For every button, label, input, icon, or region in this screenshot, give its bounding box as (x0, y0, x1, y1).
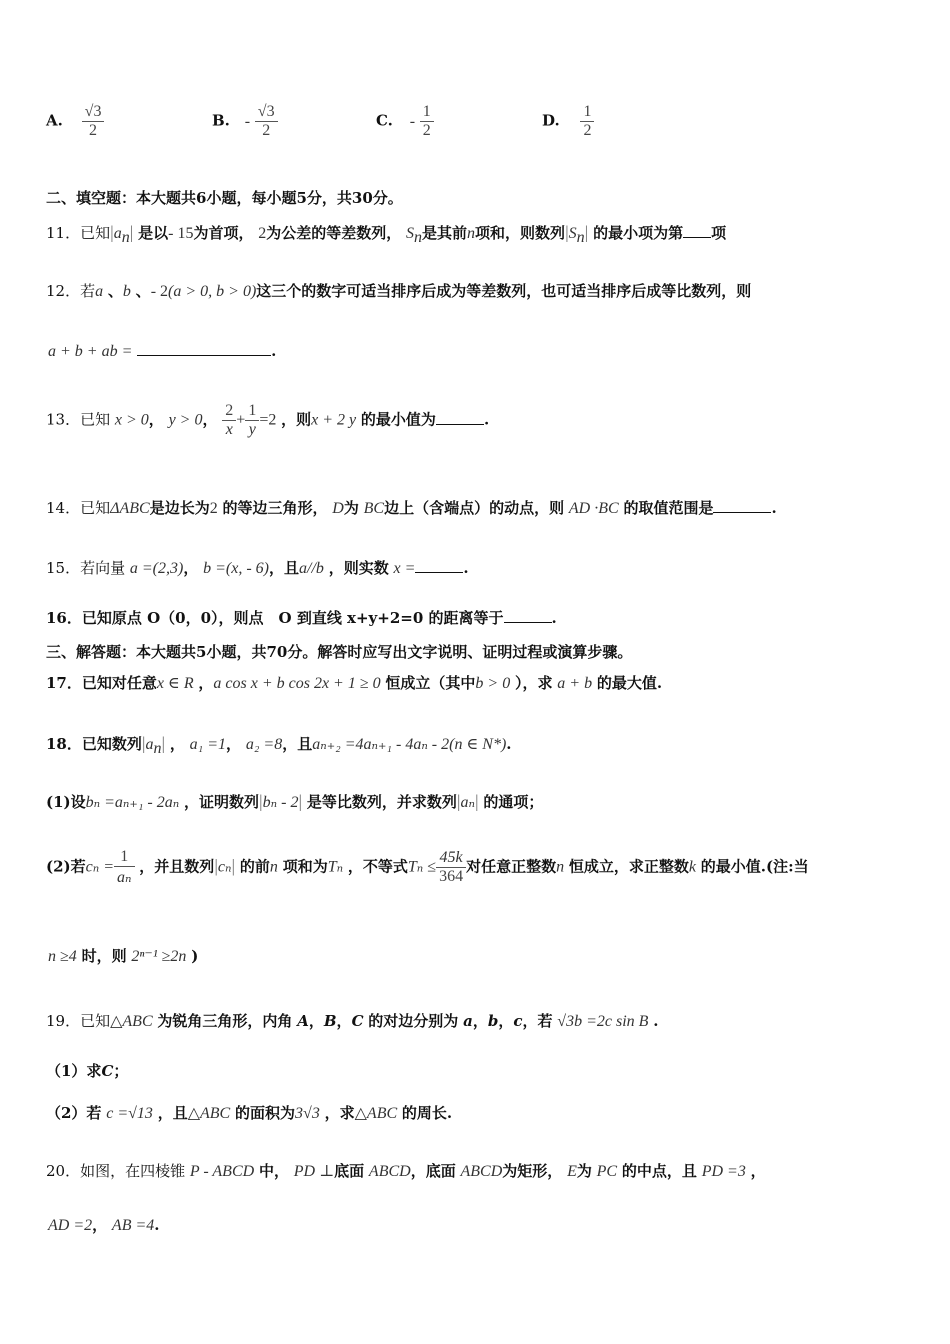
q18p2-c: cₙ = (85, 858, 115, 876)
question-12-line2: a + b + ab = . (48, 342, 277, 360)
question-14: 14．已知ΔABC是边长为2 的等边三角形， D为 BC边上（含端点）的动点，则 AD ·BC 的取值范围是 . (46, 499, 777, 517)
q13-eq: =2 (259, 411, 277, 429)
q11-s2-sub: n (576, 229, 585, 246)
q19-b: b (487, 1012, 499, 1030)
q19p1-text: （1）求 (46, 1062, 102, 1080)
q12-sep2: 、 (135, 282, 151, 300)
q18p2-cn: 1 (114, 848, 134, 867)
question-20 (46, 1160, 766, 1181)
choice-d (542, 103, 594, 140)
section-2-heading: 二、填空题：本大题共6小题，每小题5分，共30分。 (46, 189, 403, 207)
q20-PC: PC (596, 1163, 618, 1180)
q18p2-t6: 恒成立，求正整数 (568, 857, 689, 876)
question-15: 15．若向量 a =(2,3)， b =(x, - 6)，且a//b ，则实数 x = . (46, 559, 469, 577)
q19-tri: △ABC (110, 1013, 153, 1030)
q11-t5: 项和，则数列 (475, 224, 566, 242)
q18-a: a (145, 736, 154, 753)
q15-t1: ，且 (269, 559, 300, 577)
choice-c-label: C. (376, 111, 393, 130)
q13-f1n: 2 (222, 402, 236, 421)
q18p2-kfrac (436, 849, 466, 886)
q12-expr2: a + b + ab = (48, 343, 133, 360)
q13-sep2: ， (202, 410, 218, 429)
q18p2-ineq: 2ⁿ⁻¹ ≥2n (131, 948, 187, 965)
q18p2-cd: aₙ (117, 869, 132, 886)
q17-x: x ∈ R (156, 675, 194, 692)
choice-c-sign: - (409, 112, 416, 130)
q18p1-num: (1)设 (46, 793, 86, 811)
question-16: 16．已知原点 O（0，0），则点 O 到直线 x+y+2=0 的距离等于 . (46, 609, 557, 627)
choice-d-den: 2 (583, 122, 592, 139)
q11-n: n (467, 225, 476, 242)
q14-blank[interactable] (713, 512, 771, 513)
q11-t7: 项 (711, 224, 727, 242)
q18p1-bdef: bₙ =aₙ₊₁ - 2aₙ (85, 794, 180, 811)
q12-b: b (122, 283, 131, 300)
q14-t4: 边上（含端点）的动点，则 (384, 499, 565, 517)
question-11: 11．已知$|a_n|$ 是以- 15为首项， 2为公差的等差数列， $S_n$是其前n项和，则数列$|S_n|$ 的最小项为第 项 (46, 222, 727, 246)
q20-base: ABCD (368, 1163, 411, 1180)
q17-ab: a + b (557, 675, 593, 692)
q18p1-aseq: aₙ (460, 794, 475, 811)
q11-t4: 是其前 (422, 224, 468, 242)
choice-b-num: √3 (255, 103, 278, 122)
q20-pyr: P - ABCD (189, 1163, 255, 1180)
q20-perp: PD ⊥ (293, 1163, 335, 1180)
q18p2-T: Tₙ (327, 858, 344, 876)
q17-t3: 的最大值. (596, 674, 663, 692)
q19p2-t4: 的周长. (401, 1104, 453, 1122)
q18-rec: aₙ₊₂ =4aₙ₊₁ - 4aₙ - 2(n ∈ N*) (312, 736, 507, 753)
question-17: 17．已知对任意x ∈ R ，a cos x + b cos 2x + 1 ≥ 0 恒成立（其中b > 0 ），求 a + b 的最大值. (46, 674, 663, 692)
question-19-part-2 (46, 1102, 452, 1123)
q18p2-cond: n ≥4 (48, 948, 77, 965)
q18p2-t3: 项和为 (282, 857, 328, 876)
q20-t1: 中， (258, 1162, 289, 1180)
q14-BC: BC (363, 500, 385, 517)
q14-t5: 的取值范围是 (623, 499, 714, 517)
q18p2-t4: ，不等式 (347, 857, 408, 876)
q11-d: 2 (258, 225, 267, 242)
q11-sub: n (121, 229, 130, 246)
choice-a-fraction (82, 103, 105, 140)
q19p2-num: （2）若 (46, 1104, 102, 1122)
q13-t1: ，则 (281, 410, 312, 429)
q12-t1: 这三个的数字可适当排序后成为等差数列，也可适当排序后成等比数列，则 (256, 282, 752, 300)
question-19 (46, 1010, 658, 1031)
question-12 (46, 280, 751, 301)
q18p2-t2: 的前 (239, 857, 270, 876)
q17-ineq: a cos x + b cos 2x + 1 ≥ 0 (213, 675, 381, 692)
q18-t1: ， (169, 735, 185, 753)
q19-eq: √3b =2c sin B (557, 1013, 649, 1030)
choice-a-den: 2 (89, 122, 98, 139)
q13-f2d: y (248, 421, 256, 438)
q19-end: . (653, 1012, 659, 1030)
choice-d-fraction (580, 103, 594, 140)
choice-b-label: B. (212, 111, 230, 130)
q20-pd: PD =3 (701, 1163, 746, 1180)
q14-dot: AD ·BC (568, 500, 619, 517)
q17-cond: b > 0 (475, 675, 511, 692)
q18p2-fn: 45k (436, 849, 466, 868)
q11-blank[interactable] (683, 237, 711, 238)
q13-num: 13．已知 (46, 410, 111, 429)
q19p2-t1: ，且 (157, 1104, 188, 1122)
question-20-line2 (48, 1214, 160, 1235)
choice-a-num: √3 (82, 103, 105, 122)
q15-t2: ，则实数 (328, 559, 389, 577)
choice-c-num: 1 (420, 103, 434, 122)
choice-b (212, 103, 278, 140)
q19p2-tri: △ABC (187, 1105, 231, 1122)
q18-a1: a₁ =1 (189, 736, 227, 753)
q13-blank[interactable] (436, 424, 484, 425)
q19-s3: ， (472, 1012, 488, 1030)
q18p2-T2: Tₙ ≤ (407, 858, 437, 876)
q20-t6: 的中点，且 (621, 1162, 697, 1180)
choice-a (46, 103, 104, 140)
q11-s2: S (568, 225, 577, 242)
q19-B: B (323, 1012, 337, 1030)
q11-t6: 的最小项为第 (593, 224, 684, 242)
q19-s2: ， (336, 1012, 352, 1030)
q18p2-n2: n (556, 858, 565, 876)
q20-E: E (567, 1163, 577, 1180)
q13-f2n: 1 (245, 402, 259, 421)
choice-b-den: 2 (262, 122, 271, 139)
q18p2-t1: ，并且数列 (139, 857, 215, 876)
q15-av: a =(2,3) (129, 560, 184, 577)
q12-cond: (a > 0, b > 0) (168, 283, 257, 300)
q19-t1: 为锐角三角形，内角 (157, 1012, 293, 1030)
q18p1-t3: 的通项； (483, 793, 544, 811)
q18-t2: ，且 (282, 735, 313, 753)
q19-C: C (351, 1012, 364, 1030)
q19-A: A (297, 1012, 309, 1030)
choice-b-fraction (255, 103, 278, 140)
q19p2-c: c =√13 (106, 1105, 153, 1122)
q18p2-num: (2)若 (46, 857, 86, 876)
q13-frac1 (222, 402, 236, 439)
q14-D: D (332, 500, 344, 517)
choice-d-num: 1 (580, 103, 594, 122)
q20-ab: AB =4 (111, 1217, 155, 1234)
q15-par: a//b (299, 560, 324, 577)
q11-seq: a (113, 225, 122, 242)
q13-frac2 (245, 402, 259, 439)
q18p2-fd: 364 (439, 868, 464, 885)
q11-first: - 15 (168, 225, 194, 242)
q19-a: a (463, 1012, 473, 1030)
q14-num: 14．已知 (46, 499, 111, 517)
q18p1-bseq: bₙ - 2 (262, 794, 299, 811)
q15-bv: b =(x, - 6) (203, 560, 270, 577)
q20-t2: 底面 (334, 1162, 365, 1180)
q18p2-k: k (688, 858, 696, 876)
q19p2-area: 3√3 (295, 1105, 320, 1122)
q20-sep: ， (92, 1216, 108, 1234)
q13-plus: + (236, 411, 246, 429)
q18-num: 18．已知数列 (46, 735, 142, 753)
q19-t3: ，若 (522, 1012, 553, 1030)
q19p2-tri2: △ABC (354, 1105, 398, 1122)
question-13: 13．已知 x > 0， y > 0， $\frac{2}{x}$ + $\frac{1}{y}$ =2 ，则x + 2 y 的最小值为 . (46, 402, 490, 438)
q11-t2: 为首项， (193, 224, 254, 242)
q18p2-cseq: cₙ (217, 858, 232, 876)
q18-sep: ， (226, 735, 242, 753)
choice-a-label: A. (46, 111, 63, 130)
question-18-part-2: (2)若cₙ = $\frac{1}{\text{aₙ}}$ ，并且数列|cₙ| 的前n 项和为Tₙ ，不等式Tₙ ≤ $\frac{45k}{364}$ 对任意正整数n 恒成立，求正整数k 的最小值.(注:当 (46, 848, 809, 886)
q14-tri: ΔABC (110, 500, 150, 517)
q13-f1d: x (225, 421, 233, 438)
q18p2-cfrac (114, 848, 134, 887)
q20-end: . (154, 1216, 160, 1234)
question-19-part-1 (46, 1060, 128, 1081)
q19-s4: ， (498, 1012, 514, 1030)
q14-t1: 是边长为 (149, 499, 210, 517)
q15-sep: ， (183, 559, 199, 577)
q13-c1: x > 0 (114, 411, 149, 429)
q18p2-t9: ) (191, 947, 199, 965)
choice-c-fraction (420, 103, 434, 140)
q13-sep: ， (148, 410, 164, 429)
q11-s-sub: n (414, 229, 423, 246)
q14-t2: 的等边三角形， (222, 499, 328, 517)
q18p1-t2: 是等比数列，并求数列 (306, 793, 457, 811)
section-3-heading: 三、解答题：本大题共5小题，共70分。解答时应写出文字说明、证明过程或演算步骤。 (46, 643, 633, 661)
q12-num: 12．若 (46, 282, 96, 300)
q13-t2: 的最小值为 (360, 410, 436, 429)
q17-t1: 恒成立（其中 (385, 674, 476, 692)
q19p2-t3: ，求 (324, 1104, 355, 1122)
q20-base2: ABCD (460, 1163, 503, 1180)
choice-c-den: 2 (422, 122, 431, 139)
q13-expr: x + 2 y (311, 411, 357, 429)
q17-t2: ），求 (515, 674, 553, 692)
q19p1-end: ； (113, 1062, 129, 1080)
q18p2-t8: 时，则 (81, 947, 127, 965)
q15-num: 15．若向量 (46, 559, 126, 577)
q14-len: 2 (209, 500, 218, 517)
q19-num: 19．已知 (46, 1012, 111, 1030)
q16-text: 16．已知原点 O（0，0），则点 O 到直线 x+y+2=0 的距离等于 (46, 609, 504, 627)
q18p1-t1: ，证明数列 (184, 793, 260, 811)
q19p2-t2: 的面积为 (235, 1104, 296, 1122)
q14-t3: 为 (343, 499, 359, 517)
q20-t3: ，底面 (410, 1162, 456, 1180)
q18-end: . (506, 735, 512, 753)
q18p2-t7: 的最小值.(注:当 (700, 857, 809, 876)
q12-a: a (95, 283, 104, 300)
q19-t2: 的对边分别为 (368, 1012, 459, 1030)
question-18: 18．已知数列$|a_n|$ ， a₁ =1， a₂ =8，且aₙ₊₂ =4aₙ₊₁ - 4aₙ - 2(n ∈ N*). (46, 733, 512, 757)
q11-t1: 是以 (138, 224, 169, 242)
q12-sep1: 、 (107, 282, 123, 300)
q16-blank[interactable] (504, 622, 552, 623)
q18p2-n: n (269, 858, 278, 876)
q20-t4: 为矩形， (502, 1162, 563, 1180)
q20-t7: ， (750, 1162, 766, 1180)
q20-t5: 为 (576, 1162, 592, 1180)
q20-ad: AD =2 (48, 1217, 93, 1234)
choice-d-label: D. (542, 111, 560, 130)
q20-num: 20．如图，在四棱锥 (46, 1162, 186, 1180)
q11-s: S (406, 225, 415, 242)
q13-c2: y > 0 (168, 411, 203, 429)
question-18-part-1: (1)设bₙ =aₙ₊₁ - 2aₙ ，证明数列|bₙ - 2| 是等比数列，并求数列|aₙ| 的通项； (46, 791, 544, 811)
q19-c: c (513, 1012, 523, 1030)
q12-blank[interactable] (137, 355, 271, 356)
q17-num: 17．已知对任意 (46, 674, 157, 692)
q12-expr: - 2 (150, 283, 169, 300)
q18-a2: a₂ =8 (245, 736, 283, 753)
q15-x: x = (393, 560, 416, 577)
choice-c (376, 103, 434, 140)
q19p1-C: C (101, 1062, 114, 1080)
q15-blank[interactable] (415, 572, 463, 573)
q11-num: 11．已知 (46, 224, 111, 242)
choice-b-sign: - (244, 112, 251, 130)
q18p2-t5: 对任意正整数 (466, 857, 557, 876)
q19-s1: ， (308, 1012, 324, 1030)
q11-t3: 为公差的等差数列， (266, 224, 402, 242)
question-18-part-2-line2 (48, 945, 198, 966)
